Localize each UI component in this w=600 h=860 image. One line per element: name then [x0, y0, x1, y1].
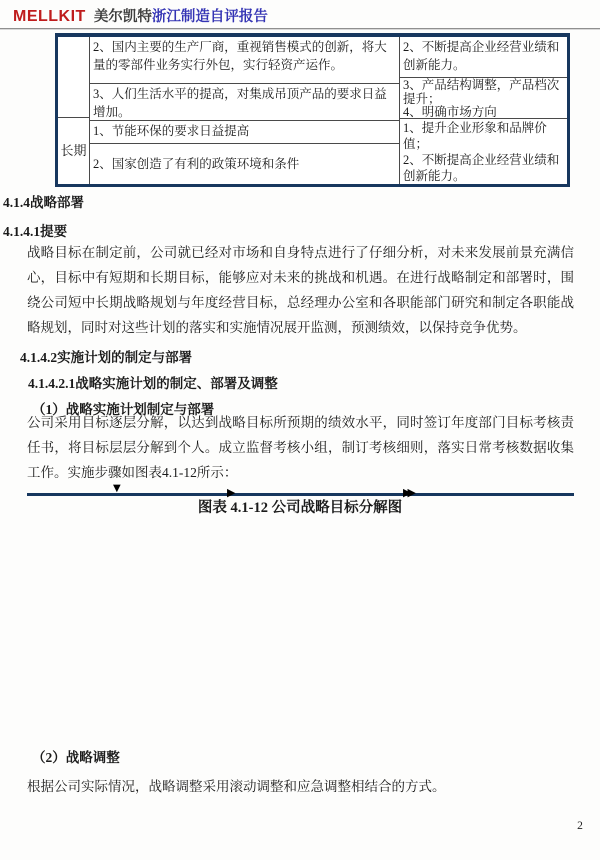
down-triangle-icon: ▼	[113, 483, 121, 494]
right-arrow-icon: ▶	[227, 486, 236, 499]
table-cell-label-empty	[58, 37, 89, 118]
paragraph-adjustment: 根据公司实际情况，战略调整采用滚动调整和应急调整相结合的方式。	[27, 779, 446, 794]
heading-item-2: （2）战略调整	[32, 750, 120, 765]
table-cell-line: 1、提升企业形象和品牌价值；	[403, 121, 547, 151]
table-middle-column	[90, 37, 400, 184]
header-divider	[0, 28, 600, 30]
paragraph-deployment: 公司采用目标逐层分解，以达到战略目标所预期的绩效水平，同时签订年度部门目标考核责任书，将目标层层分解到个人。成立监督考核小组，制订考核细则，落实日常考核数据收集工作。实施步骤如图表4.1-12所示：	[27, 415, 574, 480]
page-header	[13, 5, 268, 26]
report-title: 浙江制造自评报告	[151, 9, 268, 25]
heading-item-1: （1）战略实施计划制定与部署	[32, 402, 215, 417]
brand-logo-text: MELLKIT	[13, 8, 86, 25]
heading-4-1-4: 4.1.4战略部署	[3, 195, 84, 210]
table-cell	[400, 78, 567, 119]
company-name: 美尔凯特	[93, 9, 152, 25]
table-cell: 3、人们生活水平的提高，对集成吊顶产品的要求日益增加。	[90, 84, 399, 121]
heading-4-1-4-2-1: 4.1.4.2.1战略实施计划的制定、部署及调整	[28, 376, 278, 391]
table-cell: 2、不断提高企业经营业绩和创新能力。	[400, 37, 567, 78]
double-right-arrow-icon: ▶▶	[403, 486, 412, 499]
table-cell: 1、节能环保的要求日益提高	[90, 121, 399, 144]
figure-caption: 图表 4.1-12 公司战略目标分解图	[197, 500, 403, 516]
table-cell: 2、国内主要的生产厂商，重视销售模式的创新，将大量的零部件业务实行外包，实行轻资产运作。	[90, 37, 399, 84]
table-label-column	[58, 37, 90, 184]
heading-4-1-4-2: 4.1.4.2实施计划的制定与部署	[20, 350, 193, 365]
heading-4-1-4-1: 4.1.4.1提要	[3, 224, 68, 239]
paragraph-summary: 战略目标在制定前，公司就已经对市场和自身特点进行了仔细分析，对未来发展前景充满信心，目标中有短期和长期目标，能够应对未来的挑战和机遇。在进行战略制定和部署时，围绕公司短中长期战略规划与年度经营目标，总经理办公室和各职能部门研究和制定各职能战略规划，同时对这些计划的落实和实施情况展开监测，预测绩效，以保持竞争优势。	[27, 245, 574, 335]
strategy-analysis-table	[55, 33, 570, 187]
table-cell-line: 4、明确市场方向	[403, 105, 497, 119]
table-cell-line: 3、产品结构调整，产品档次提升；	[403, 78, 560, 106]
table-cell-label-longterm: 长期	[60, 143, 87, 158]
table-cell: 2、国家创造了有利的政策环境和条件	[93, 157, 300, 171]
table-cell	[400, 119, 567, 184]
page-number: 2	[577, 820, 583, 832]
table-cell-line: 2、不断提高企业经营业绩和创新能力。	[403, 153, 560, 183]
table-right-column	[400, 37, 567, 184]
